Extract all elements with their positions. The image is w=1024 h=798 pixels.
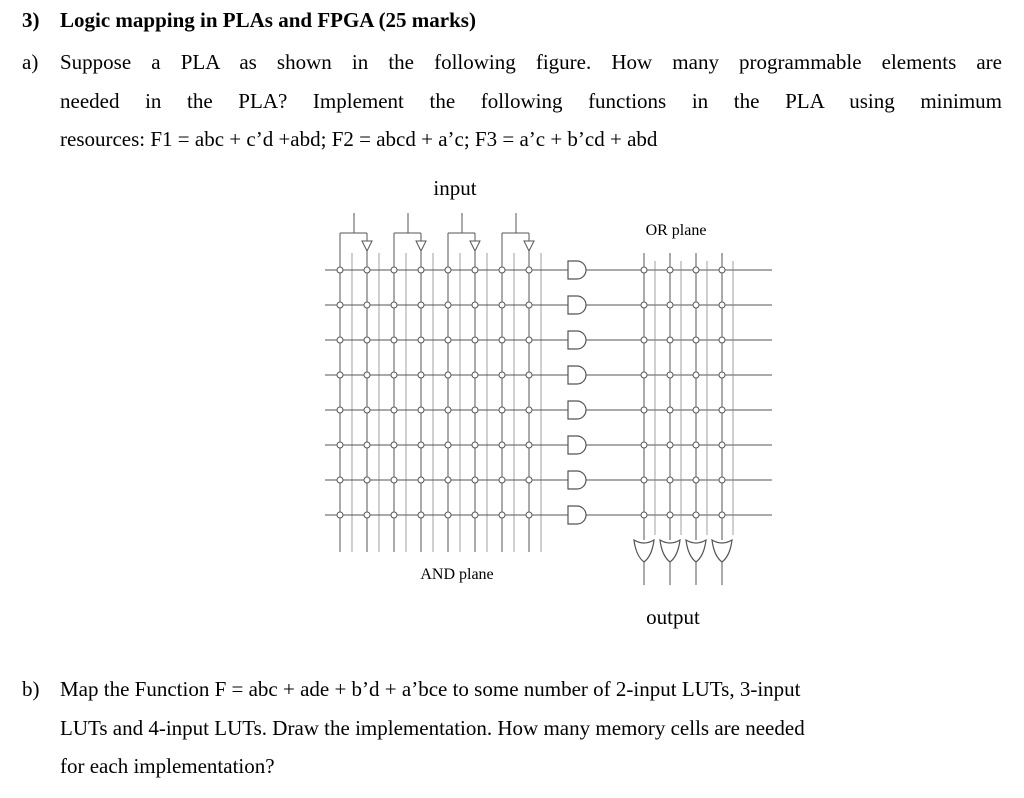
and-gate-icon: [568, 471, 586, 489]
programmable-point: [472, 442, 478, 448]
or-gate-icon: [712, 540, 732, 562]
and-plane-label: AND plane: [420, 566, 494, 583]
programmable-point: [526, 442, 532, 448]
part-a-text: [60, 43, 1002, 159]
programmable-point: [391, 442, 397, 448]
programmable-point: [337, 512, 343, 518]
programmable-point: [667, 407, 673, 413]
programmable-point: [499, 407, 505, 413]
programmable-point: [641, 302, 647, 308]
programmable-point: [364, 302, 370, 308]
part-b-line-3: for each implementation?: [60, 754, 275, 778]
programmable-point: [526, 512, 532, 518]
programmable-point: [667, 267, 673, 273]
programmable-point: [337, 267, 343, 273]
programmable-point: [445, 477, 451, 483]
part-a-line-1: Suppose a PLA as shown in the following figure. How many programmable elements are: [60, 50, 1002, 74]
programmable-point: [391, 477, 397, 483]
programmable-point: [418, 512, 424, 518]
and-gate-icon: [568, 366, 586, 384]
programmable-point: [693, 337, 699, 343]
programmable-point: [719, 372, 725, 378]
programmable-point: [693, 372, 699, 378]
programmable-point: [499, 372, 505, 378]
and-gate-icon: [568, 296, 586, 314]
part-b-line-1: Map the Function F = abc + ade + b’d + a’bce to some number of 2-input LUTs, 3-input: [60, 677, 801, 701]
programmable-point: [499, 267, 505, 273]
programmable-point: [337, 407, 343, 413]
programmable-point: [364, 477, 370, 483]
programmable-point: [445, 442, 451, 448]
programmable-point: [499, 477, 505, 483]
pla-diagram: [300, 165, 800, 635]
programmable-point: [418, 477, 424, 483]
inverter-icon: [416, 241, 426, 251]
programmable-point: [719, 407, 725, 413]
programmable-point: [499, 512, 505, 518]
programmable-point: [667, 512, 673, 518]
programmable-point: [693, 477, 699, 483]
programmable-point: [364, 512, 370, 518]
programmable-point: [526, 302, 532, 308]
programmable-point: [667, 477, 673, 483]
programmable-point: [445, 302, 451, 308]
and-gate-icon: [568, 331, 586, 349]
programmable-point: [418, 407, 424, 413]
programmable-point: [719, 302, 725, 308]
programmable-point: [445, 337, 451, 343]
inverter-icon: [362, 241, 372, 251]
programmable-point: [418, 267, 424, 273]
programmable-point: [667, 442, 673, 448]
programmable-point: [364, 267, 370, 273]
programmable-point: [693, 407, 699, 413]
programmable-point: [693, 512, 699, 518]
part-b-label: b): [22, 677, 40, 701]
programmable-point: [337, 372, 343, 378]
and-gate-icon: [568, 261, 586, 279]
programmable-point: [445, 267, 451, 273]
programmable-point: [391, 372, 397, 378]
programmable-point: [472, 512, 478, 518]
programmable-point: [472, 302, 478, 308]
programmable-point: [641, 512, 647, 518]
programmable-point: [719, 337, 725, 343]
programmable-point: [418, 372, 424, 378]
programmable-point: [641, 372, 647, 378]
programmable-point: [526, 477, 532, 483]
programmable-point: [641, 442, 647, 448]
part-a-line-2: needed in the PLA? Implement the following functions in the PLA using minimum: [60, 88, 1002, 113]
part-b-text: [60, 670, 1002, 786]
programmable-point: [418, 302, 424, 308]
programmable-point: [337, 477, 343, 483]
part-a: [22, 43, 1002, 159]
programmable-point: [667, 302, 673, 308]
programmable-point: [472, 407, 478, 413]
programmable-point: [364, 407, 370, 413]
programmable-point: [391, 407, 397, 413]
programmable-point: [391, 512, 397, 518]
programmable-point: [641, 337, 647, 343]
and-gate-icon: [568, 436, 586, 454]
or-gate-icon: [660, 540, 680, 562]
programmable-point: [364, 337, 370, 343]
programmable-point: [667, 337, 673, 343]
programmable-point: [418, 442, 424, 448]
programmable-point: [445, 372, 451, 378]
question-title-text: Logic mapping in PLAs and FPGA (25 marks): [60, 8, 476, 32]
programmable-point: [472, 337, 478, 343]
pla-figure: [300, 165, 800, 635]
inverter-icon: [524, 241, 534, 251]
part-b: [22, 670, 1002, 786]
programmable-point: [391, 302, 397, 308]
programmable-point: [391, 337, 397, 343]
inverter-icon: [470, 241, 480, 251]
output-label: output: [646, 605, 700, 629]
programmable-point: [693, 267, 699, 273]
programmable-point: [472, 267, 478, 273]
or-gate-icon: [634, 540, 654, 562]
programmable-point: [526, 267, 532, 273]
programmable-point: [719, 267, 725, 273]
programmable-point: [526, 407, 532, 413]
programmable-point: [445, 407, 451, 413]
programmable-point: [499, 337, 505, 343]
programmable-point: [337, 337, 343, 343]
programmable-point: [719, 512, 725, 518]
programmable-point: [499, 302, 505, 308]
question-number: 3): [22, 8, 40, 32]
and-gate-icon: [568, 506, 586, 524]
pla-wiring: [325, 213, 772, 585]
programmable-point: [337, 442, 343, 448]
programmable-point: [418, 337, 424, 343]
part-a-label: a): [22, 50, 39, 74]
programmable-point: [472, 477, 478, 483]
programmable-point: [499, 442, 505, 448]
programmable-point: [719, 477, 725, 483]
part-b-line-2: LUTs and 4-input LUTs. Draw the implementation. How many memory cells are needed: [60, 715, 805, 740]
programmable-point: [719, 442, 725, 448]
programmable-point: [526, 337, 532, 343]
programmable-point: [364, 442, 370, 448]
programmable-point: [364, 372, 370, 378]
programmable-point: [526, 372, 532, 378]
part-a-line-3: resources: F1 = abc + c’d +abd; F2 = abcd + a’c; F3 = a’c + b’cd + abd: [60, 127, 658, 151]
programmable-point: [693, 442, 699, 448]
or-plane-label: OR plane: [645, 222, 707, 239]
programmable-point: [641, 267, 647, 273]
programmable-point: [667, 372, 673, 378]
and-gate-icon: [568, 401, 586, 419]
programmable-point: [693, 302, 699, 308]
programmable-point: [641, 477, 647, 483]
programmable-point: [337, 302, 343, 308]
input-label: input: [433, 176, 477, 200]
programmable-point: [445, 512, 451, 518]
programmable-point: [391, 267, 397, 273]
programmable-point: [641, 407, 647, 413]
programmable-point: [472, 372, 478, 378]
question-title: [22, 8, 476, 33]
or-gate-icon: [686, 540, 706, 562]
